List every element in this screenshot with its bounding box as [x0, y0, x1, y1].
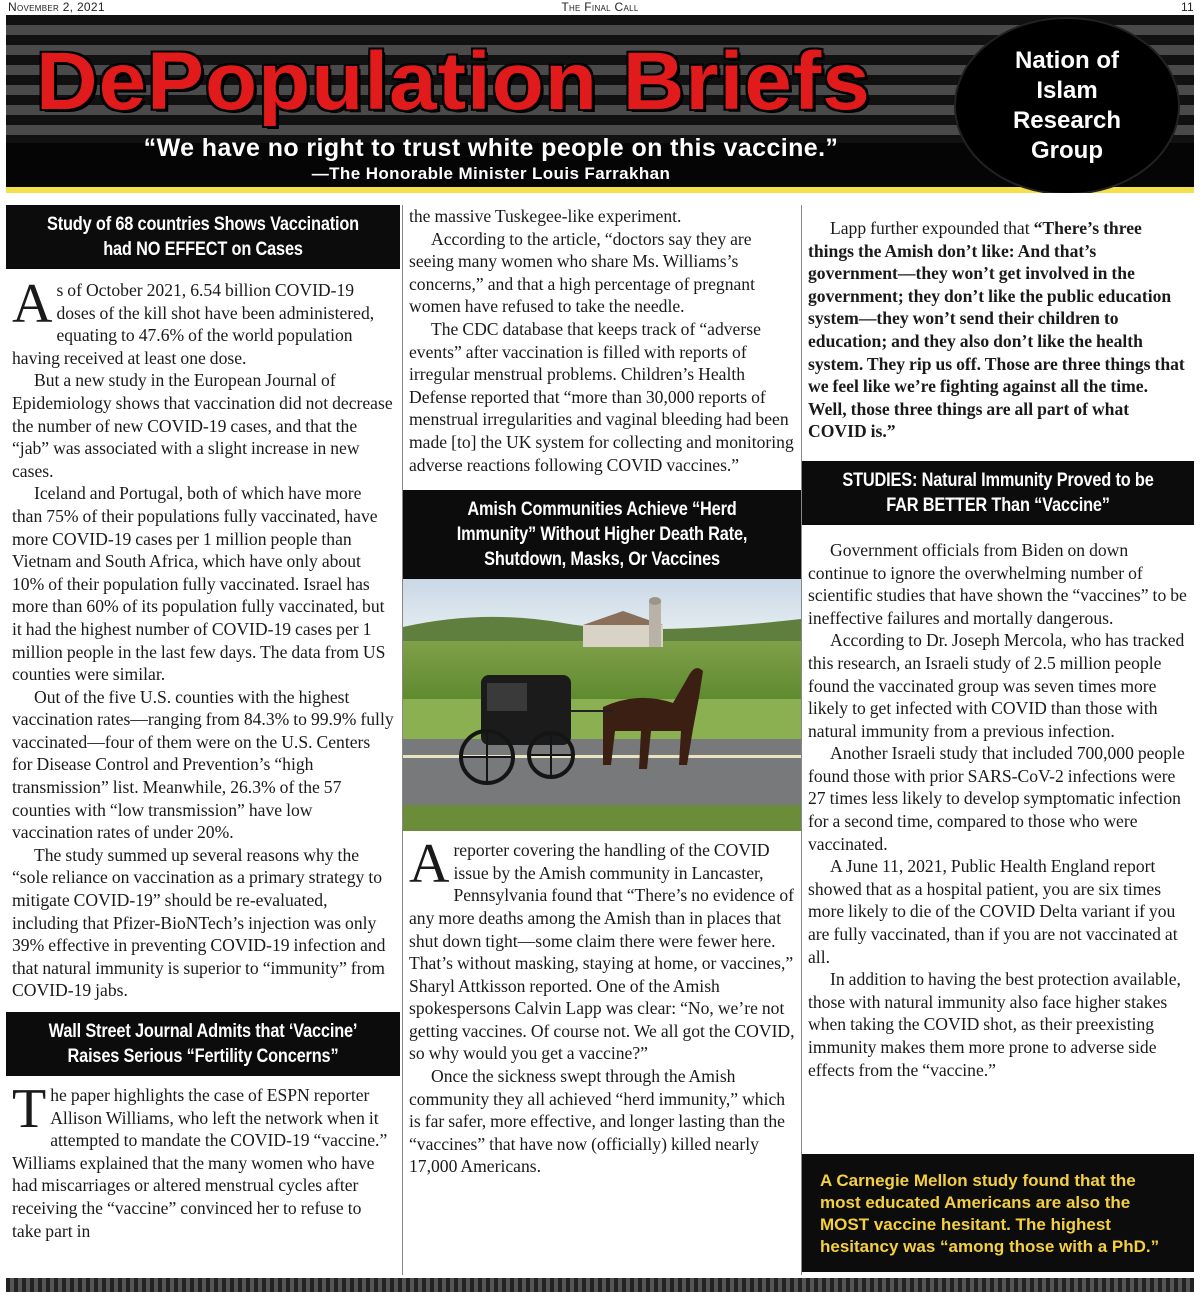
masthead-attribution: —The Honorable Minister Louis Farrakhan [311, 164, 671, 183]
paragraph: According to the article, “doctors say they are seeing many women who share Ms. Williams’s concerns,” and that a high percentage of pregnant women have refused to take the needle. [409, 228, 755, 317]
paragraph: Iceland and Portugal, both of which have more than 75% of their populations fully vaccinated, have more COVID-19 cases per 1 million people than Vietnam and South Africa, which have only about 10% of their population fully vaccinated. Israel has more than 60% of its population fully vaccinated, but it had the highest number of COVID-19 cases per 1 million people in the last few days. The data from US counties were similar. [12, 483, 386, 685]
story-headline: Study of 68 countries Shows Vaccination had NO EFFECT on Cases [6, 205, 400, 269]
story-headline: Wall Street Journal Admits that ‘Vaccine’ Raises Serious “Fertility Concerns” [6, 1012, 400, 1076]
paragraph: Out of the five U.S. counties with the highest vaccination rates—ranging from 84.3% to 99.9% fully vaccinated—four of them were on the U.S. Centers for Disease Control and Prevention’s “high transmission” list. Meanwhile, 26.3% of the 57 counties with “low transmission” have low vaccination rates of under 20%. [12, 686, 394, 843]
lapp-quote: “There’s three things the Amish don’t like: And that’s government—they won’t get involved in the government; they don’t like the public education system—they won’t send their children to education; and they also don’t like the health system. They rip us off. Those are three things that we feel like we’re fighting against all the time. Well, those three things are all part of what COVID is.” [808, 218, 1185, 442]
paragraph [808, 217, 1188, 443]
story-body [6, 273, 400, 1002]
page-folio [0, 0, 1200, 15]
paragraph: The CDC database that keeps track of “adverse events” after vaccination is filled with reports of irregular menstrual problems. Children’s Health Defense reported that “more than 30,000 reports of menstrual irregularities and vaginal bleeding had been made [to] the UK system for collecting and monitoring adverse reactions following COVID vaccines.” [409, 318, 794, 475]
story-body [802, 539, 1194, 1081]
page-number: 11 [1180, 0, 1194, 14]
paper-name: The Final Call [561, 0, 639, 14]
story-body [6, 1078, 400, 1242]
paragraph: In addition to having the best protection available, those with natural immunity also face higher stakes when taking the COVID shot, as their preexisting immunity makes them more prone to adverse side effects from the “vaccine.” [808, 969, 1181, 1080]
paragraph: A June 11, 2021, Public Health England report showed that as a hospital patient, you are six times more likely to die of the COVID Delta variant if you are fully vaccinated, than if you are not vaccinated at all. [808, 856, 1178, 967]
lapp-lead-in: Lapp further expounded that [830, 218, 1034, 238]
paragraph: The paper highlights the case of ESPN reporter Allison Williams, who left the network when it attempted to mandate the COVID-19 “vaccine.” Williams explained that the many women who have had miscarriages or altered menstrual cycles after receiving the “vaccine” convinced her to refuse to take part in [12, 1078, 388, 1241]
research-group-badge [954, 17, 1180, 193]
paragraph: The study summed up several reasons why the “sole reliance on vaccination as a primary strategy to mitigate COVID-19” should be re-evaluated, including that Pfizer-BioNTech’s injection was only 39% effective in preventing COVID-19 infection and that natural immunity is superior to “immunity” from COVID-19 jabs. [12, 844, 386, 1001]
paragraph: Areporter covering the handling of the COVID issue by the Amish community in Lancaster, Pennsylvania found that “There’s no evidence of any more deaths among the Amish than in places that shut down tight—some claim there were fewer here. That’s without masking, staying at home, or vaccines,” Sharyl Attkisson reported. One of the Amish spokespersons Calvin Lapp was clear: “No, we’re not getting vaccines. Of course not. We all got the COVID, so why would you get a vaccine?” [409, 833, 795, 1064]
paragraph: Another Israeli study that included 700,000 people found those with prior SARS-CoV-2 infections were 27 times less likely to develop symptomatic infection for a second time, compared to those who were vaccinated. [808, 743, 1185, 854]
badge-line: Islam [1036, 77, 1098, 104]
story-headline: Amish Communities Achieve “Herd Immunity” Without Higher Death Rate, Shutdown, Masks, Or Vaccines [403, 490, 801, 579]
masthead-quote: “We have no right to trust white people on this vaccine.” [143, 134, 839, 162]
masthead [6, 15, 1194, 193]
paragraph: But a new study in the European Journal of Epidemiology shows that vaccination did not decrease the number of new COVID-19 cases, and that the “jab” was associated with a slight increase in new cases. [12, 370, 393, 481]
badge-line: Research [1012, 107, 1122, 134]
issue-date: November 2, 2021 [8, 0, 105, 14]
paragraph: According to Dr. Joseph Mercola, who has tracked this research, an Israeli study of 2.5 million people found the vaccinated group was seven times more likely to get infected with COVID than those with natural immunity from a previous infection. [808, 630, 1185, 741]
column-3 [802, 205, 1194, 1275]
paragraph: the massive Tuskegee-like experiment. [409, 206, 682, 226]
masthead-title: DePopulation Briefs [36, 36, 871, 127]
amish-buggy-photo [403, 579, 801, 831]
column-2 [402, 205, 802, 1275]
story-headline: STUDIES: Natural Immunity Proved to be FAR BETTER Than “Vaccine” [802, 461, 1194, 525]
story-body [802, 217, 1194, 443]
paragraph: Once the sickness swept through the Amish community they all achieved “herd immunity,” which is far safer, more effective, and longer lasting than the “vaccines” that have now (officially) killed nearly 17,000 Americans. [409, 1066, 786, 1177]
carnegie-mellon-callout: A Carnegie Mellon study found that the most educated Americans are also the MOST vaccine hesitant. The highest hesitancy was “among those with a PhD.” [802, 1154, 1194, 1272]
paragraph: As of October 2021, 6.54 billion COVID-19 doses of the kill shot have been administered, equating to 47.6% of the world population having received at least one dose. [12, 273, 375, 368]
masthead-yellow-rule [6, 187, 1194, 193]
story-body [403, 833, 801, 1178]
footer-rule [6, 1278, 1194, 1292]
badge-line: Group [1031, 137, 1103, 164]
paragraph: Government officials from Biden on down continue to ignore the overwhelming number of scientific studies that have shown the “vaccines” to be ineffective failures and mortally dangerous. [808, 539, 1187, 628]
badge-line: Nation of [1015, 47, 1119, 74]
story-body [403, 205, 801, 476]
column-1 [6, 205, 400, 1275]
